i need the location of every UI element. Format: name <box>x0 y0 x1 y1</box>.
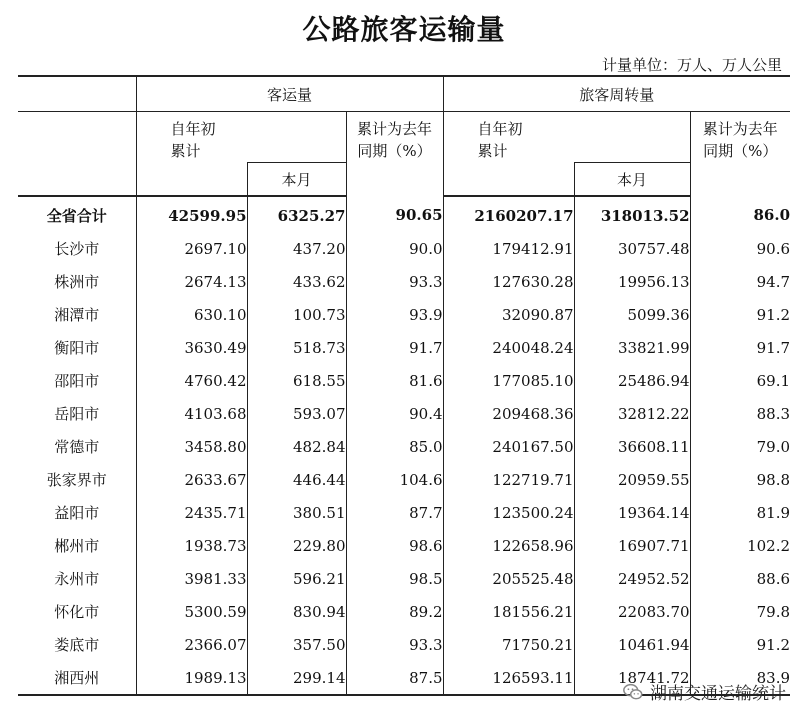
cell-pt-pct: 102.2 <box>690 529 790 562</box>
header-pct-line1: 累计为去年 <box>357 120 433 138</box>
wechat-icon <box>622 681 644 703</box>
cell-pv-pct: 85.0 <box>346 430 443 463</box>
cell-pt-month: 20959.55 <box>574 463 690 496</box>
cell-pv-cum: 1938.73 <box>136 529 247 562</box>
cell-pv-month: 100.73 <box>247 298 346 331</box>
cell-name: 衡阳市 <box>54 339 100 357</box>
table-row <box>18 562 790 595</box>
cell-pt-pct: 91.2 <box>690 628 790 661</box>
header-cum-line1: 自年初 <box>170 120 216 138</box>
header-pv-cumulative <box>136 112 346 163</box>
passenger-transport-table <box>18 75 790 696</box>
cell-pv-cum: 3458.80 <box>136 430 247 463</box>
header-pt-cumulative <box>443 112 690 163</box>
cell-pt-pct: 83.9 <box>690 661 790 695</box>
table-row <box>18 397 790 430</box>
cell-pt-month: 10461.94 <box>574 628 690 661</box>
cell-name: 怀化市 <box>54 603 100 621</box>
table-row <box>18 529 790 562</box>
cell-pt-pct: 81.9 <box>690 496 790 529</box>
cell-pt-pct: 79.8 <box>690 595 790 628</box>
cell-name: 全省合计 <box>46 207 107 225</box>
cell-pv-month: 482.84 <box>247 430 346 463</box>
cell-pt-cum: 181556.21 <box>443 595 574 628</box>
table-row <box>18 364 790 397</box>
cell-pt-month: 5099.36 <box>574 298 690 331</box>
cell-pv-cum: 2435.71 <box>136 496 247 529</box>
cell-pv-month: 446.44 <box>247 463 346 496</box>
table-row <box>18 265 790 298</box>
cell-name: 娄底市 <box>54 636 100 654</box>
cell-pv-pct: 98.5 <box>346 562 443 595</box>
cell-name: 湘西州 <box>18 661 136 695</box>
header-pct-line2: 同期（%） <box>357 142 432 160</box>
cell-pv-month: 437.20 <box>247 232 346 265</box>
cell-pt-cum: 240167.50 <box>443 430 574 463</box>
header-pv-month: 本月 <box>247 163 346 197</box>
table-row <box>18 331 790 364</box>
cell-pt-month: 16907.71 <box>574 529 690 562</box>
cell-name: 株洲市 <box>54 273 100 291</box>
cell-pv-pct: 93.9 <box>346 298 443 331</box>
cell-pv-cum: 1989.13 <box>136 661 247 695</box>
header-pt-month: 本月 <box>574 163 690 197</box>
cell-pv-cum: 5300.59 <box>136 595 247 628</box>
cell-pt-pct: 98.8 <box>690 463 790 496</box>
cell-pv-cum: 630.10 <box>136 298 247 331</box>
cell-pv-cum: 2697.10 <box>136 232 247 265</box>
cell-pv-month: 229.80 <box>247 529 346 562</box>
cell-pt-cum: 177085.10 <box>443 364 574 397</box>
watermark-text: 湖南交通运输统计 <box>650 684 786 704</box>
cell-pt-pct: 90.6 <box>690 232 790 265</box>
header-pv-pct <box>346 112 443 197</box>
cell-pt-cum: 127630.28 <box>443 265 574 298</box>
table-row <box>18 628 790 661</box>
cell-pt-pct: 94.7 <box>690 265 790 298</box>
cell-pv-pct: 90.4 <box>346 397 443 430</box>
cell-pt-month: 36608.11 <box>574 430 690 463</box>
cell-pv-pct: 104.6 <box>346 463 443 496</box>
cell-pv-cum: 2674.13 <box>136 265 247 298</box>
table-row <box>18 232 790 265</box>
cell-pt-cum: 122719.71 <box>443 463 574 496</box>
cell-pt-pct: 86.0 <box>690 196 790 232</box>
cell-pv-pct: 93.3 <box>346 265 443 298</box>
cell-pv-cum: 2366.07 <box>136 628 247 661</box>
cell-pt-cum: 179412.91 <box>443 232 574 265</box>
table-row <box>18 496 790 529</box>
cell-pv-month: 299.14 <box>247 661 346 695</box>
cell-pt-month: 33821.99 <box>574 331 690 364</box>
cell-pv-cum: 42599.95 <box>136 196 247 232</box>
cell-pt-cum: 205525.48 <box>443 562 574 595</box>
header-blank-3 <box>18 163 136 197</box>
cell-pt-month: 19956.13 <box>574 265 690 298</box>
header-pct-line2: 同期（%） <box>703 142 778 160</box>
cell-pv-pct: 81.6 <box>346 364 443 397</box>
cell-pt-cum: 32090.87 <box>443 298 574 331</box>
cell-name: 郴州市 <box>54 537 100 555</box>
header-blank <box>18 76 136 112</box>
table-row <box>18 196 790 232</box>
header-pt-pct <box>690 112 790 197</box>
cell-name: 长沙市 <box>54 240 100 258</box>
cell-pt-month: 25486.94 <box>574 364 690 397</box>
cell-pv-month: 380.51 <box>247 496 346 529</box>
cell-pt-month: 32812.22 <box>574 397 690 430</box>
cell-pv-pct: 90.65 <box>346 196 443 232</box>
cell-pt-cum: 122658.96 <box>443 529 574 562</box>
cell-pv-cum: 4103.68 <box>136 397 247 430</box>
cell-name: 永州市 <box>54 570 100 588</box>
cell-pv-month: 357.50 <box>247 628 346 661</box>
unit-note: 计量单位：万人、万人公里 <box>601 56 782 74</box>
header-pct-line1: 累计为去年 <box>702 120 778 138</box>
watermark <box>622 679 786 704</box>
cell-pt-pct: 69.1 <box>690 364 790 397</box>
header-cum-line2: 累计 <box>170 142 201 160</box>
cell-pv-pct: 93.3 <box>346 628 443 661</box>
cell-pv-cum: 3630.49 <box>136 331 247 364</box>
cell-pt-pct: 79.0 <box>690 430 790 463</box>
cell-pt-pct: 91.2 <box>690 298 790 331</box>
header-blank-2 <box>18 112 136 163</box>
cell-pt-month: 18741.72 <box>574 661 690 695</box>
cell-pv-pct: 90.0 <box>346 232 443 265</box>
cell-pt-pct: 88.6 <box>690 562 790 595</box>
cell-pv-pct: 89.2 <box>346 595 443 628</box>
cell-name: 邵阳市 <box>54 372 100 390</box>
cell-pt-cum: 71750.21 <box>443 628 574 661</box>
cell-pt-cum: 209468.36 <box>443 397 574 430</box>
cell-pt-cum: 126593.11 <box>443 661 574 695</box>
cell-pv-month: 596.21 <box>247 562 346 595</box>
cell-pt-month: 19364.14 <box>574 496 690 529</box>
cell-pt-month: 30757.48 <box>574 232 690 265</box>
header-cum-line1: 自年初 <box>477 120 523 138</box>
table-row <box>18 430 790 463</box>
cell-pt-month: 24952.52 <box>574 562 690 595</box>
header-pt-cum-spacer <box>443 163 574 197</box>
header-cum-line2: 累计 <box>477 142 508 160</box>
cell-name: 湘潭市 <box>54 306 100 324</box>
cell-pt-month: 22083.70 <box>574 595 690 628</box>
page-title: 公路旅客运输量 <box>302 13 506 46</box>
cell-pt-pct: 91.7 <box>690 331 790 364</box>
header-passenger-turnover: 旅客周转量 <box>443 76 790 112</box>
cell-pv-month: 593.07 <box>247 397 346 430</box>
cell-pv-pct: 98.6 <box>346 529 443 562</box>
cell-pt-cum: 123500.24 <box>443 496 574 529</box>
cell-pt-cum: 2160207.17 <box>443 196 574 232</box>
table-body <box>18 196 790 695</box>
cell-pv-pct: 91.7 <box>346 331 443 364</box>
cell-pv-cum: 4760.42 <box>136 364 247 397</box>
cell-name: 常德市 <box>54 438 100 456</box>
header-pv-cum-spacer <box>136 163 247 197</box>
cell-pv-cum: 3981.33 <box>136 562 247 595</box>
cell-name: 张家界市 <box>46 471 107 489</box>
cell-pv-month: 618.55 <box>247 364 346 397</box>
cell-pv-cum: 2633.67 <box>136 463 247 496</box>
cell-pt-cum: 240048.24 <box>443 331 574 364</box>
cell-pv-month: 6325.27 <box>247 196 346 232</box>
table-row <box>18 595 790 628</box>
table-row <box>18 463 790 496</box>
cell-pt-month: 318013.52 <box>574 196 690 232</box>
table-row <box>18 298 790 331</box>
cell-pv-pct: 87.5 <box>346 661 443 695</box>
cell-name: 益阳市 <box>54 504 100 522</box>
cell-pv-month: 518.73 <box>247 331 346 364</box>
cell-pv-pct: 87.7 <box>346 496 443 529</box>
cell-pt-pct: 88.3 <box>690 397 790 430</box>
cell-pv-month: 433.62 <box>247 265 346 298</box>
cell-name: 岳阳市 <box>54 405 100 423</box>
cell-pv-month: 830.94 <box>247 595 346 628</box>
header-passenger-volume: 客运量 <box>136 76 443 112</box>
